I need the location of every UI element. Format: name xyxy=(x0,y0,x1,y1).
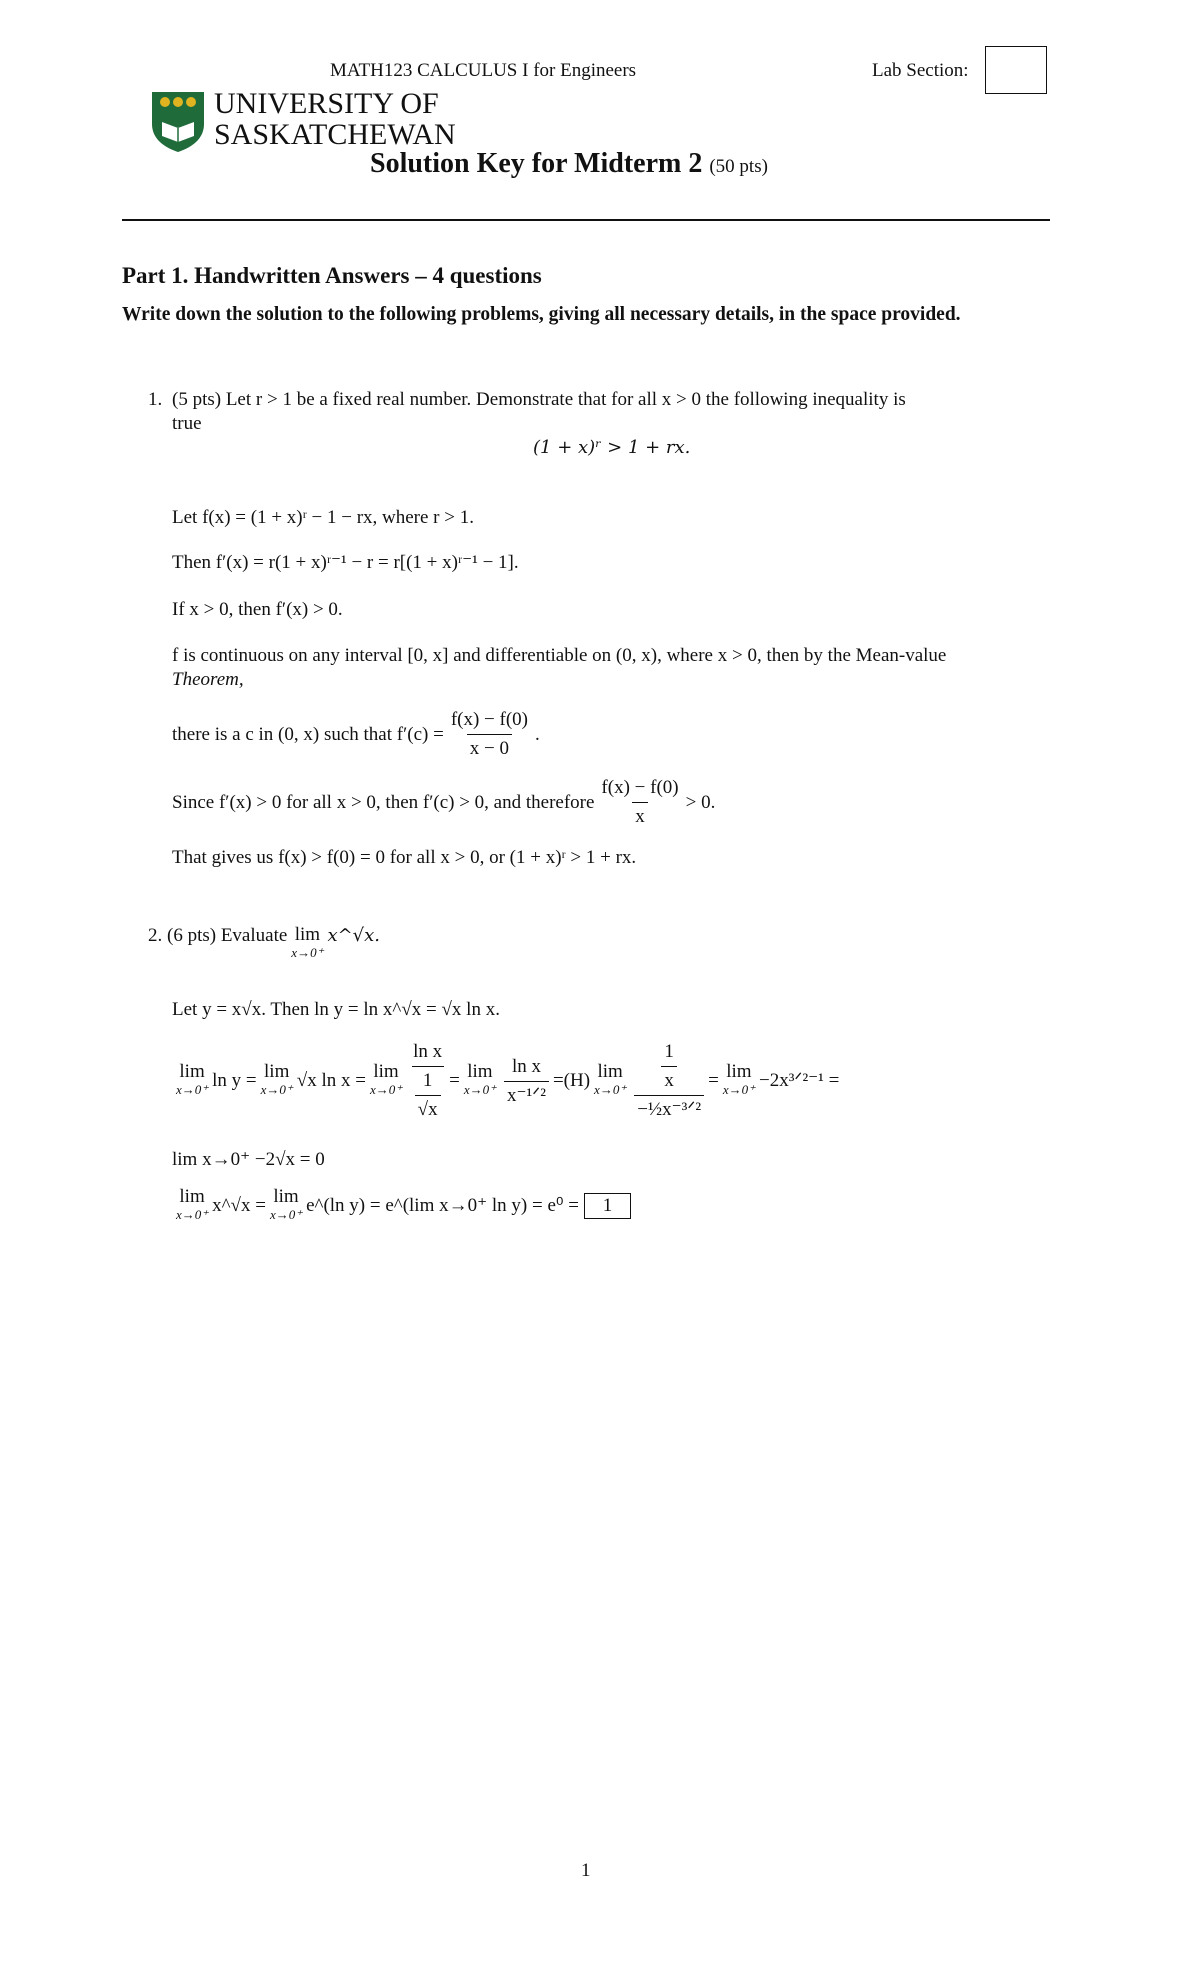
final-lim-2 xyxy=(270,1188,302,1224)
lim-text: lim xyxy=(467,1061,493,1082)
lim-subscript: x→0⁺ xyxy=(269,1207,303,1222)
lim-subscript: x→0⁺ xyxy=(260,1082,293,1097)
course-title: MATH123 CALCULUS I for Engineers xyxy=(330,60,637,81)
page-number: 1 xyxy=(581,1860,591,1881)
university-logo xyxy=(150,87,456,155)
lim-text: lim xyxy=(264,1061,290,1082)
page-title xyxy=(370,148,768,180)
fraction-numerator: f(x) − f(0) xyxy=(601,777,679,798)
fraction-denominator: x xyxy=(632,802,648,829)
crest-icon xyxy=(150,90,206,154)
q2-statement: (6 pts) Evaluate xyxy=(167,925,288,946)
fraction-numerator: f(x) − f(0) xyxy=(450,709,528,730)
chain-lim-2 xyxy=(261,1063,293,1099)
chain-part: = xyxy=(708,1070,719,1091)
logo-line-1: UNIVERSITY OF xyxy=(214,87,439,120)
lim-text: lim xyxy=(726,1061,752,1082)
chain-part: = xyxy=(449,1070,460,1091)
lim-text: lim xyxy=(273,1186,299,1207)
lim-subscript: x→0⁺ xyxy=(291,945,324,960)
q1-line-3: If x > 0, then f′(x) > 0. xyxy=(172,599,343,620)
nested-fraction xyxy=(661,1040,677,1093)
lim-subscript: x→0⁺ xyxy=(463,1082,496,1097)
part-heading: Part 1. Handwritten Answers – 4 questions xyxy=(122,263,542,288)
title-points: (50 pts) xyxy=(709,156,768,177)
chain-lim-4 xyxy=(464,1063,496,1099)
q1-line-5: there is a c in (0, x) such that f′(c) = $\frac{f(x) - f(0)}{x - 0}$ . xyxy=(172,709,540,759)
header-rule xyxy=(122,219,1050,221)
q2-number: 2. xyxy=(148,925,163,946)
chain-part: ln y = xyxy=(212,1070,257,1091)
lim-subscript: x→0⁺ xyxy=(176,1207,209,1222)
q1-display-inequality: (1 + x)ʳ > 1 + rx. xyxy=(533,437,691,458)
q1-line-2: Then f′(x) = r(1 + x)ʳ⁻¹ − r = r[(1 + x)ʳ⁻¹ − 1]. xyxy=(172,552,519,573)
final-lim-1 xyxy=(176,1188,208,1224)
fraction-numerator: ln x xyxy=(413,1041,443,1062)
lim-subscript: x→0⁺ xyxy=(594,1082,627,1097)
lim-subscript: x→0⁺ xyxy=(176,1082,209,1097)
lim-text: lim xyxy=(294,924,321,945)
q1-mvt-fraction xyxy=(448,708,531,761)
lim-text: lim xyxy=(597,1061,623,1082)
final-part-a: x^√x = xyxy=(212,1195,266,1216)
chain-lim-1 xyxy=(176,1063,208,1099)
fraction-denominator xyxy=(412,1066,444,1122)
fraction-denominator: x⁻¹ᐟ² xyxy=(504,1081,549,1108)
lim-text: lim xyxy=(179,1061,205,1082)
chain-lim-5 xyxy=(594,1063,626,1099)
fraction-denominator: x xyxy=(661,1066,677,1093)
chain-part: =(H) xyxy=(552,1070,591,1091)
q2-final-line xyxy=(172,1188,631,1224)
chain-fraction-2 xyxy=(504,1055,549,1108)
q2-line-1: Let y = x√x. Then ln y = ln x^√x = √x ln x. xyxy=(172,999,500,1020)
q2-line-3: lim x→0⁺ −2√x = 0 xyxy=(172,1149,325,1170)
q1-since-fraction xyxy=(598,776,681,829)
title-text: Solution Key for Midterm 2 xyxy=(370,148,703,179)
lim-text: lim xyxy=(373,1061,399,1082)
fraction-denominator: −½x⁻³ᐟ² xyxy=(634,1095,704,1122)
chain-part: √x ln x = xyxy=(296,1070,366,1091)
chain-lim-6 xyxy=(723,1063,755,1099)
q1-line-1: Let f(x) = (1 + x)ʳ − 1 − rx, where r > 1. xyxy=(172,507,474,528)
lim-subscript: x→0⁺ xyxy=(369,1082,403,1097)
lim-text: lim xyxy=(179,1186,205,1207)
q1-line-7: That gives us f(x) > f(0) = 0 for all x > 0, or (1 + x)ʳ > 1 + rx. xyxy=(172,847,637,868)
fraction-numerator: 1 xyxy=(422,1070,433,1091)
q2-expression: x^√x. xyxy=(327,925,381,946)
q1-line-6 xyxy=(172,776,715,829)
q1-statement: (5 pts) Let r > 1 be a fixed real number. Demonstrate that for all x > 0 the following inequality is xyxy=(172,389,906,410)
fraction-numerator: ln x xyxy=(511,1055,541,1077)
fraction-denominator: x − 0 xyxy=(467,734,512,761)
lim-subscript: x→0⁺ xyxy=(722,1082,755,1097)
q2-statement-row xyxy=(148,924,380,962)
fraction-denominator: √x xyxy=(415,1095,441,1122)
chain-lim-3 xyxy=(370,1063,402,1099)
q1-line-5-text: there is a c in (0, x) such that f′(c) = xyxy=(172,723,444,745)
lab-section-box xyxy=(985,46,1047,94)
q1-line-4-cont: Theorem, xyxy=(172,669,244,690)
chain-part: −2x³ᐟ²⁻¹ = xyxy=(758,1070,840,1091)
final-answer-box: 1 xyxy=(584,1193,632,1219)
q2-limit-chain xyxy=(172,1040,839,1122)
lab-section-label: Lab Section: xyxy=(872,60,969,81)
nested-fraction xyxy=(415,1069,441,1122)
q1-line-4: f is continuous on any interval [0, x] and differentiable on (0, x), where x > 0, then by the Mean-value xyxy=(172,645,947,666)
logo-line-2: SASKATCHEWAN xyxy=(214,118,456,151)
fraction-numerator xyxy=(658,1040,680,1095)
chain-fraction-3 xyxy=(634,1040,704,1122)
q1-statement-cont: true xyxy=(172,413,202,434)
q1-line-6-end: > 0. xyxy=(685,791,716,813)
q1-line-6-text: Since f′(x) > 0 for all x > 0, then f′(c) > 0, and therefore xyxy=(172,791,595,813)
chain-fraction-1 xyxy=(410,1040,445,1122)
q2-limit xyxy=(291,926,323,962)
q1-number: 1. xyxy=(148,389,163,410)
instructions: Write down the solution to the following problems, giving all necessary details, in the space provided. xyxy=(122,304,961,325)
final-part-b: e^(ln y) = e^(lim x→0⁺ ln y) = e⁰ = xyxy=(306,1195,579,1216)
fraction-numerator: 1 xyxy=(664,1041,674,1062)
